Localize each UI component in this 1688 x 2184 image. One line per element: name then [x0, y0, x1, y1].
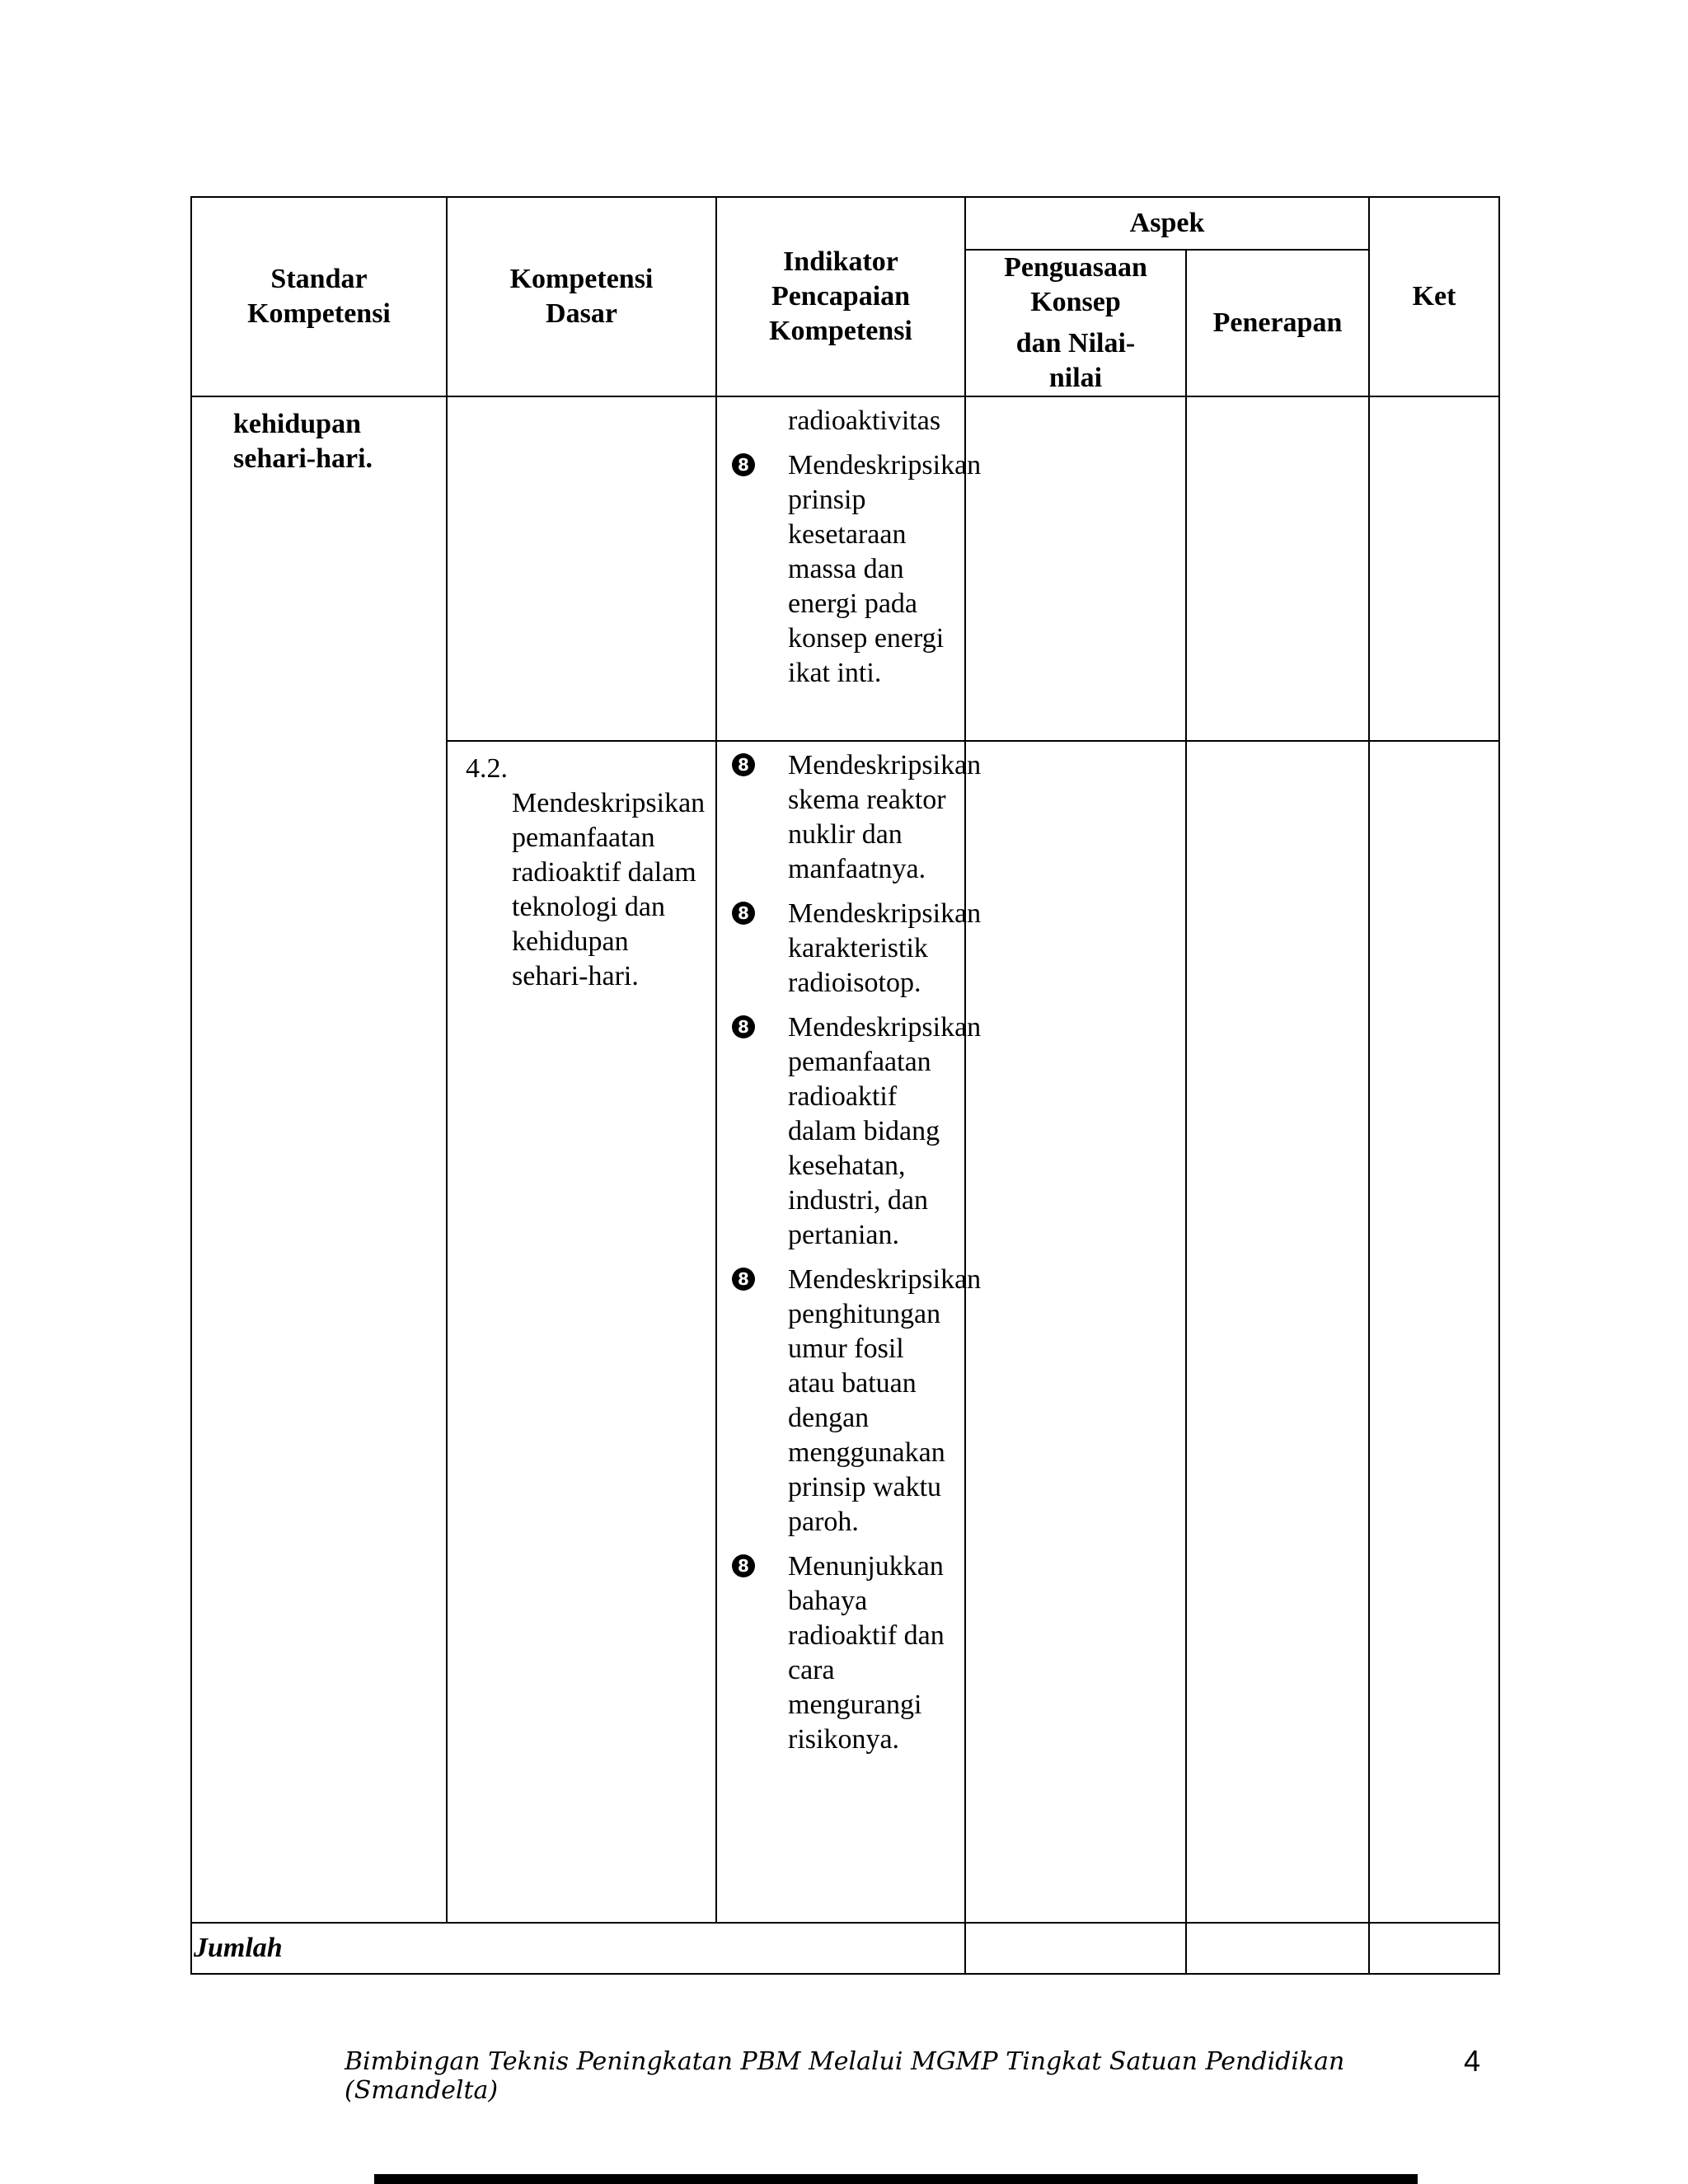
indikator-item-text: Mendeskripsikan penghitungan umur fosil atau batuan dengan menggunakan prinsip waktu paroh. — [788, 1264, 982, 1537]
header-ket: Ket — [1369, 197, 1499, 396]
indikator-item — [732, 1010, 982, 1253]
indikator-item-text: Mendeskripsikan skema reaktor nuklir dan manfaatnya. — [788, 750, 982, 884]
header-aspek: Aspek — [965, 197, 1369, 250]
page-number: 4 — [1464, 2044, 1481, 2078]
numbered-bullet-icon: 8 — [732, 1268, 755, 1291]
penguasaan-cell-1 — [965, 396, 1186, 741]
header-penerapan: Penerapan — [1186, 250, 1369, 396]
jumlah-penerapan — [1186, 1923, 1369, 1974]
footer-text: Bimbingan Teknis Peningkatan PBM Melalui MGMP Tingkat Satuan Pendidikan (Smandelta) — [345, 2047, 1345, 2105]
standar-kompetensi-cell: kehidupan sehari-hari. — [191, 396, 447, 1923]
numbered-bullet-icon: 8 — [732, 753, 755, 776]
numbered-bullet-icon: 8 — [732, 1015, 755, 1038]
indikator-continuation: radioaktivitas — [788, 405, 941, 436]
indikator-item-text: Mendeskripsikan prinsip kesetaraan massa dan energi pada konsep energi ikat inti. — [788, 450, 982, 688]
jumlah-penguasaan — [965, 1923, 1186, 1974]
indikator-item — [732, 448, 982, 691]
numbered-bullet-icon: 8 — [732, 1554, 755, 1577]
indikator-item — [732, 1263, 982, 1540]
header-indikator: Indikator Pencapaian Kompetensi — [716, 197, 965, 396]
kd-number: 4.2. — [466, 753, 508, 784]
ket-cell-1 — [1369, 396, 1499, 741]
header-standar-kompetensi: Standar Kompetensi — [191, 197, 447, 396]
indikator-item-text: Mendeskripsikan pemanfaatan radioaktif dalam bidang kesehatan, industri, dan pertanian. — [788, 1012, 982, 1250]
jumlah-ket — [1369, 1923, 1499, 1974]
indikator-cell-1 — [716, 396, 982, 741]
indikator-list-2 — [732, 748, 982, 1757]
penguasaan-cell-2 — [965, 741, 1186, 1923]
indikator-item — [732, 897, 982, 1001]
indikator-item-text: Menunjukkan bahaya radioaktif dan cara mengurangi risikonya. — [788, 1551, 945, 1755]
ket-cell-2 — [1369, 741, 1499, 1923]
numbered-bullet-icon: 8 — [732, 902, 755, 925]
header-penguasaan-konsep — [965, 250, 1186, 396]
header-penguasaan-line1: Penguasaan Konsep — [1004, 252, 1147, 317]
penerapan-cell-1 — [1186, 396, 1369, 741]
numbered-bullet-icon: 8 — [732, 453, 755, 476]
kompetensi-dasar-cell-empty — [447, 396, 716, 741]
kompetensi-dasar-cell-4-2 — [447, 741, 716, 1923]
indikator-item — [732, 1549, 956, 1757]
indikator-list-1 — [732, 448, 982, 691]
kompetensi-table — [190, 196, 1500, 1975]
bottom-rule — [374, 2174, 1418, 2184]
header-penguasaan-line2: dan Nilai-nilai — [1015, 328, 1136, 393]
indikator-item-text: Mendeskripsikan karakteristik radioisotop. — [788, 898, 982, 998]
kd-text: Mendeskripsikan pemanfaatan radioaktif dalam teknologi dan kehidupan sehari-hari. — [512, 788, 706, 991]
indikator-item — [732, 748, 982, 887]
jumlah-label: Jumlah — [191, 1923, 965, 1974]
indikator-cell-2 — [716, 741, 982, 1923]
header-kompetensi-dasar: Kompetensi Dasar — [447, 197, 716, 396]
penerapan-cell-2 — [1186, 741, 1369, 1923]
